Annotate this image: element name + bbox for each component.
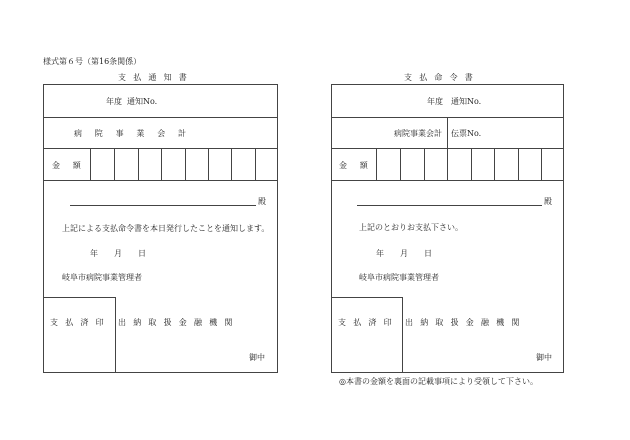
footnote: ◎本書の金額を裏面の記載事項により受領して下さい。	[339, 377, 538, 386]
right-title: 支払命令書	[404, 73, 480, 82]
right-account-label: 病院事業会計	[394, 129, 442, 138]
right-honorific: 御中	[536, 353, 552, 362]
left-account-label: 病院事業会計	[74, 129, 199, 138]
left-issuer: 岐阜市病院事業管理者	[62, 273, 142, 282]
left-title: 支払通知書	[118, 73, 194, 82]
left-honorific: 御中	[249, 353, 265, 362]
left-addressee-line	[70, 205, 256, 206]
right-date: 年 月 日	[376, 249, 432, 258]
right-message: 上記のとおりお支払下さい。	[359, 223, 463, 232]
right-addressee-line	[357, 205, 542, 206]
left-divider	[43, 117, 278, 118]
right-bank-label: 出納取扱金融機関	[405, 318, 527, 327]
left-date: 年 月 日	[90, 249, 146, 258]
right-slip-no-label: 伝票No.	[451, 129, 482, 138]
left-paid-seal-label: 支払済印	[50, 318, 111, 327]
left-divider	[43, 180, 278, 181]
left-bank-label: 出納取扱金融機関	[118, 318, 240, 327]
right-addressee-suffix: 殿	[544, 197, 552, 206]
form-number: 様式第６号（第16条関係）	[43, 57, 142, 66]
right-notice-no-label: 通知No.	[451, 97, 482, 106]
left-amount-label: 金額	[52, 161, 94, 170]
right-issuer: 岐阜市病院事業管理者	[359, 273, 439, 282]
right-amount-label: 金額	[339, 161, 381, 170]
left-message: 上記による支払命令書を本日発行したことを通知します。	[62, 224, 270, 233]
left-divider	[115, 297, 116, 373]
left-addressee-suffix: 殿	[258, 197, 266, 206]
left-notice-no-label: 通知No.	[127, 97, 158, 106]
right-paid-seal-label: 支払済印	[338, 318, 399, 327]
left-divider	[43, 297, 115, 298]
left-year-label: 年度	[106, 97, 122, 106]
right-year-label: 年度	[427, 97, 443, 106]
